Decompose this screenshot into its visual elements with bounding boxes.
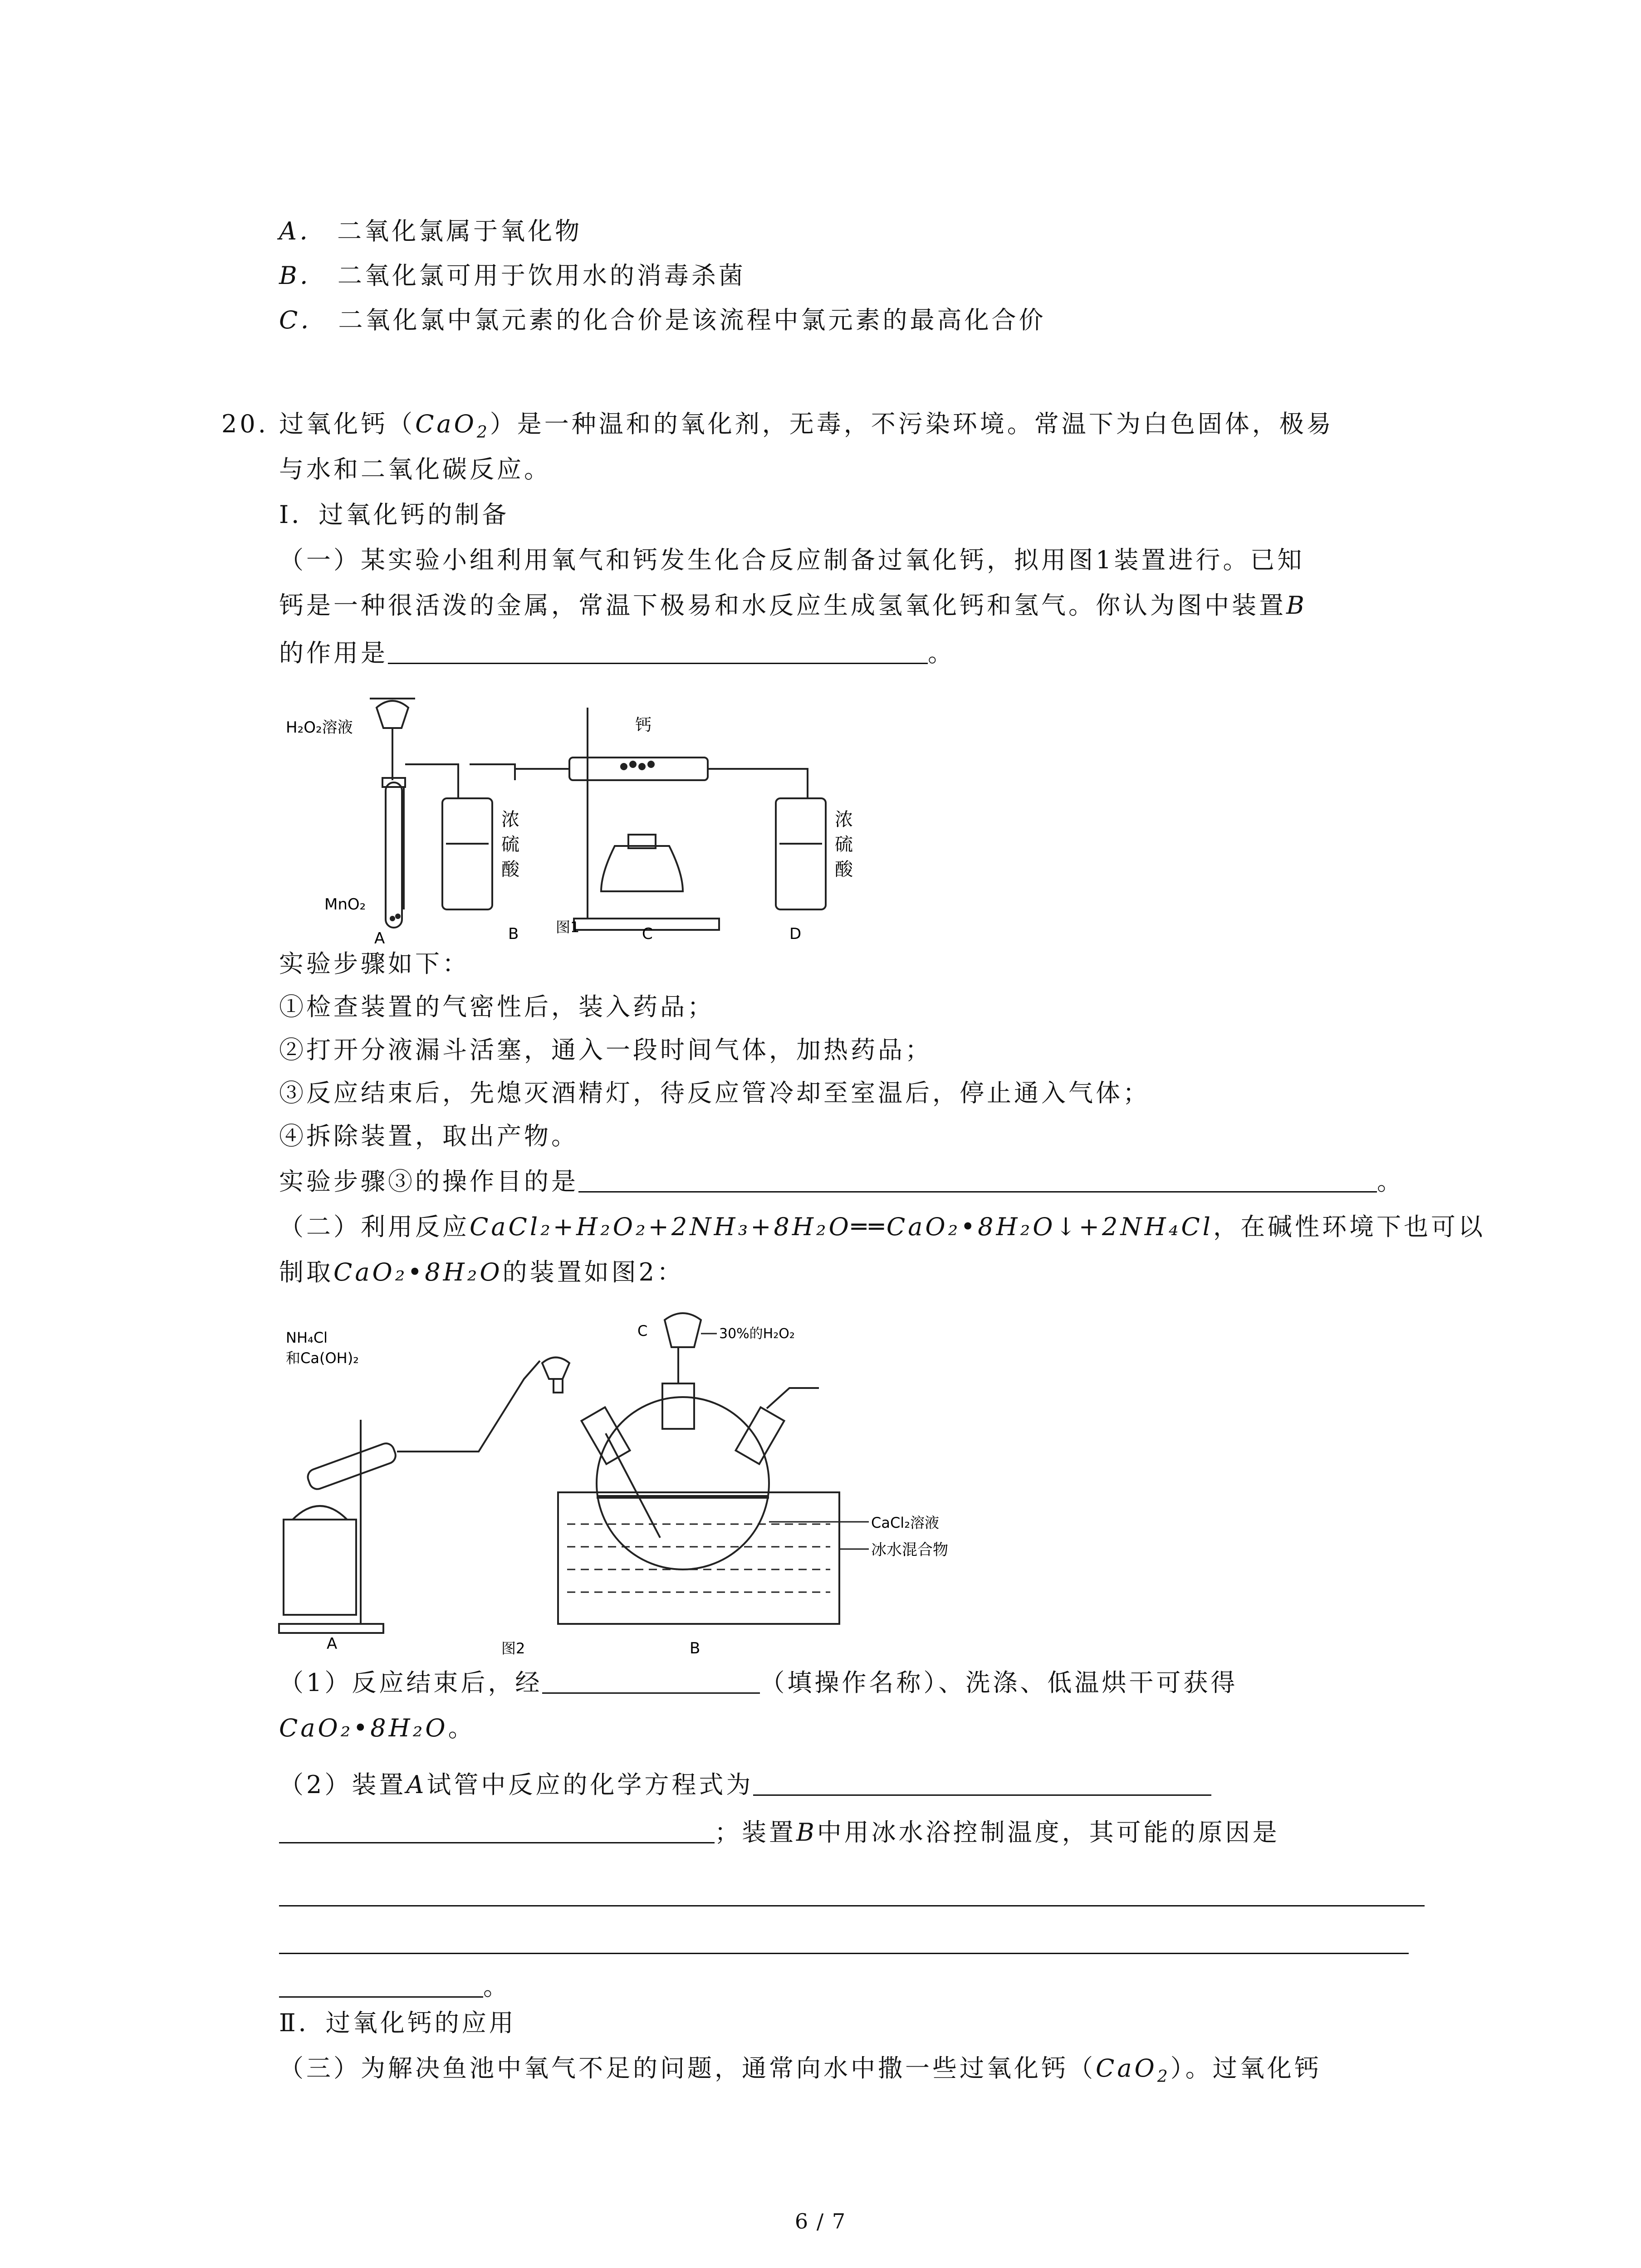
answer-line[interactable]	[279, 1953, 1409, 1954]
answer-line[interactable]	[279, 1905, 1425, 1906]
acid-char-1-b: 浓	[501, 809, 519, 830]
part3-line1	[279, 2050, 1322, 2095]
center-neck	[662, 1383, 694, 1429]
step3-purpose	[279, 1163, 1404, 1200]
sub2-line2	[279, 1814, 1280, 1851]
bottle-b	[442, 798, 492, 909]
text: 制取	[279, 1258, 333, 1286]
lamp-block	[284, 1520, 356, 1615]
section1-heading: Ⅰ．过氧化钙的制备	[279, 500, 509, 529]
h2o2-label: 30%的H₂O₂	[719, 1326, 795, 1342]
option-b-letter: B．	[279, 261, 327, 290]
text: 。	[1377, 1167, 1404, 1196]
text: 。	[483, 1972, 510, 2001]
text: 。	[928, 639, 955, 667]
h2o2-label: H₂O₂溶液	[286, 719, 353, 737]
reagent-line1: NH₄Cl	[286, 1329, 328, 1346]
calcium-label: 钙	[635, 716, 652, 734]
step-1: ①检查装置的气密性后，装入药品；	[279, 992, 715, 1021]
answer-blank[interactable]	[753, 1768, 1211, 1796]
section2-heading: Ⅱ．过氧化钙的应用	[279, 2009, 516, 2037]
sub2-line1	[279, 1767, 1211, 1803]
option-c-letter: C．	[279, 306, 328, 334]
text: （二）利用反应	[279, 1212, 470, 1241]
text: B	[1286, 591, 1307, 620]
option-c-text: 二氧化氯中氯元素的化合价是该流程中氯元素的最高化合价	[338, 306, 1046, 334]
formula: CaO₂•8H₂O	[333, 1258, 503, 1286]
text: ）。过氧化钙	[1170, 2054, 1322, 2082]
part1-line1: （一）某实验小组利用氧气和钙发生化合反应制备过氧化钙，拟用图1装置进行。已知	[279, 546, 1305, 574]
reaction-equation: CaCl₂+H₂O₂+2NH₃+8H₂O══CaO₂•8H₂O↓+2NH₄Cl	[470, 1212, 1213, 1241]
funnel-c	[665, 1313, 701, 1347]
q20-intro-line1	[221, 406, 1334, 451]
figure-2-apparatus	[279, 1311, 948, 1657]
ice-bath	[558, 1492, 839, 1624]
text: 。	[448, 1714, 475, 1742]
alcohol-lamp	[601, 846, 683, 891]
part2-line2	[279, 1254, 684, 1290]
text: （填操作名称）、洗涤、低温烘干可获得	[760, 1668, 1238, 1697]
step-3: ③反应结束后，先熄灭酒精灯，待反应管冷却至室温后，停止通入气体；	[279, 1079, 1150, 1107]
acid-char-1-d: 浓	[835, 809, 853, 830]
option-a	[279, 213, 582, 249]
sub1-line1	[279, 1665, 1238, 1701]
acid-char-3-d: 酸	[835, 859, 853, 880]
answer-blank[interactable]	[279, 1970, 483, 1998]
label-a: A	[327, 1635, 338, 1653]
figure-1-apparatus	[279, 689, 882, 948]
text: ）是一种温和的氧化剂，无毒，不污染环境。常温下为白色固体，极易	[490, 410, 1334, 438]
label-c: C	[642, 925, 653, 943]
step-4: ④拆除装置，取出产物。	[279, 1122, 578, 1150]
part1-line3	[279, 635, 955, 671]
option-b	[279, 258, 746, 294]
test-tube-a	[386, 782, 402, 928]
ice-label: 冰水混合物	[871, 1541, 948, 1559]
steps-title: 实验步骤如下：	[279, 949, 470, 978]
text: ；装置	[715, 1818, 796, 1847]
stand-base	[279, 1624, 383, 1633]
part2-line1	[279, 1209, 1485, 1245]
label-b: B	[508, 925, 519, 943]
text: A	[406, 1770, 427, 1799]
text: ，在碱性环境下也可以	[1213, 1212, 1485, 1241]
acid-char-3-b: 酸	[501, 859, 519, 880]
option-a-text: 二氧化氯属于氧化物	[337, 217, 583, 245]
label-d: D	[789, 925, 802, 943]
option-c	[279, 302, 1046, 338]
text: （1）反应结束后，经	[279, 1668, 543, 1697]
formula: CaO₂•8H₂O	[279, 1714, 448, 1742]
answer-blank[interactable]	[542, 1666, 760, 1694]
text: 过氧化钙（	[279, 410, 416, 438]
reaction-tube-c	[569, 758, 708, 780]
sub1-line2	[279, 1710, 475, 1746]
question-number: 20.	[221, 410, 269, 438]
text: 的装置如图2：	[502, 1258, 685, 1286]
formula-cao2: CaO$_2$	[415, 410, 490, 442]
text: （三）为解决鱼池中氧气不足的问题，通常向水中撒一些过氧化钙（	[279, 2054, 1096, 2082]
option-a-letter: A．	[279, 217, 327, 245]
bottle-d	[776, 798, 826, 909]
figure-2-caption: 图2	[501, 1640, 525, 1657]
text: 实验步骤③的操作目的是	[279, 1167, 578, 1196]
formula-cao2: CaO$_2$	[1096, 2054, 1171, 2086]
sub2-line5	[279, 1969, 510, 2005]
text: 的作用是	[279, 639, 388, 667]
cacl2-label: CaCl₂溶液	[871, 1514, 940, 1531]
label-c: C	[637, 1322, 648, 1339]
answer-blank[interactable]	[388, 636, 928, 664]
part1-line2	[279, 587, 1307, 624]
test-tube-a	[306, 1441, 398, 1491]
q20-intro-line2: 与水和二氧化碳反应。	[279, 455, 551, 484]
step-2: ②打开分液漏斗活塞，通入一段时间气体，加热药品；	[279, 1036, 932, 1064]
answer-blank[interactable]	[578, 1165, 1377, 1193]
three-neck-flask	[597, 1397, 769, 1569]
text: 试管中反应的化学方程式为	[426, 1770, 754, 1799]
figure-1-caption: 图1	[556, 919, 580, 936]
acid-char-2-d: 硫	[835, 834, 853, 855]
separatory-funnel	[370, 699, 415, 728]
text: 中用冰水浴控制温度，其可能的原因是	[817, 1818, 1280, 1847]
page-number: 6 / 7	[794, 2209, 847, 2234]
answer-blank[interactable]	[279, 1816, 715, 1843]
acid-char-2-b: 硫	[501, 834, 519, 855]
reagent-line2: 和Ca(OH)₂	[286, 1349, 359, 1367]
label-a: A	[374, 929, 385, 948]
text: （2）装置	[279, 1770, 407, 1799]
text: 钙是一种很活泼的金属，常温下极易和水反应生成氢氧化钙和氢气。你认为图中装置	[279, 591, 1286, 620]
mno2-label: MnO₂	[324, 895, 366, 914]
text: B	[796, 1818, 817, 1847]
label-b: B	[690, 1639, 700, 1657]
option-b-text: 二氧化氯可用于饮用水的消毒杀菌	[337, 261, 746, 290]
